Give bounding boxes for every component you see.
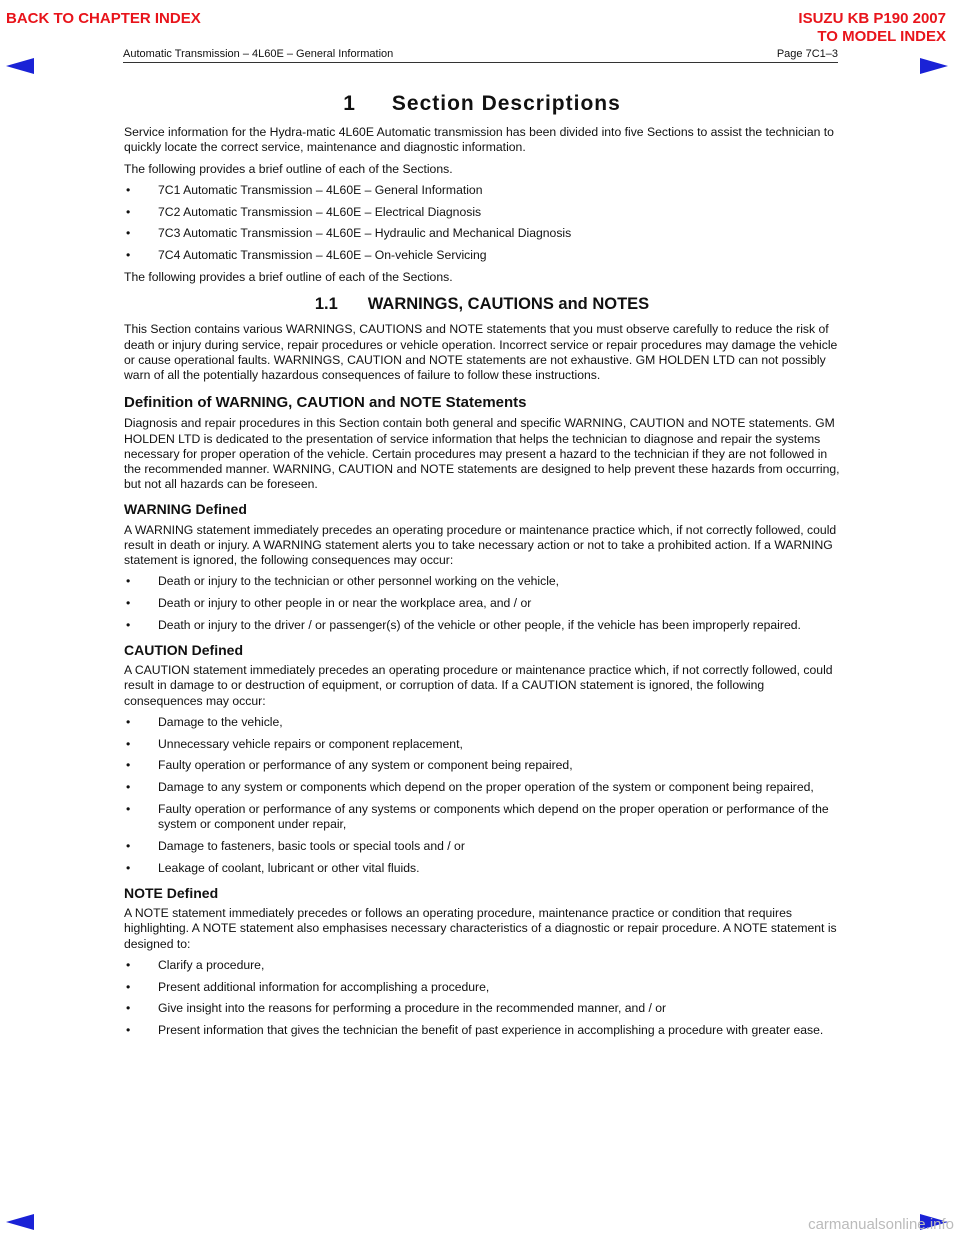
list-item: • 7C2 Automatic Transmission – 4L60E – Electrical Diagnosis [124, 205, 840, 220]
list-item: • Damage to fasteners, basic tools or special tools and / or [124, 839, 840, 854]
list-item: • Faulty operation or performance of any system or component being repaired, [124, 758, 840, 773]
warning-body: A WARNING statement immediately precedes an operating procedure or maintenance practice which, if not correctly followed, could result in death or injury. A WARNING statement alerts you to take necessary action or not to take a prohibited action. If a WARNING statement is ignored, the following consequences may occur: [124, 522, 837, 568]
list-item: • Give insight into the reasons for performing a procedure in the recommended manner, and / or [124, 1001, 840, 1016]
previous-page-arrow-icon[interactable] [6, 1214, 34, 1230]
list-item: • 7C3 Automatic Transmission – 4L60E – Hydraulic and Mechanical Diagnosis [124, 226, 840, 241]
section-number: 1 [343, 92, 356, 115]
list-item: • Damage to any system or components which depend on the proper operation of the system or component being repaired, [124, 780, 840, 795]
subsection-body: This Section contains various WARNINGS, CAUTIONS and NOTE statements that you must observe carefully to reduce the risk of death or injury during service, repair procedures or vehicle operation. Incorrect service or repair procedures may damage the vehicle or cause operational faults. WARNINGS, CAUTION and NOTE statements are not exhaustive. GM HOLDEN LTD can not possibly warn of all the potentially hazardous consequences of failure to follow these instructions. [124, 322, 838, 383]
note-list [124, 958, 840, 1039]
list-item: • Damage to the vehicle, [124, 715, 840, 730]
list-item: • Death or injury to the driver / or passenger(s) of the vehicle or other people, if the vehicle has been improperly repaired. [124, 618, 840, 633]
list-item: • 7C1 Automatic Transmission – 4L60E – General Information [124, 183, 840, 198]
list-item: • Unnecessary vehicle repairs or component replacement, [124, 737, 840, 752]
model-title-link[interactable]: ISUZU KB P190 2007 [798, 10, 946, 27]
section-title: Section Descriptions [391, 92, 621, 115]
list-item: • Faulty operation or performance of any systems or components which depend on the proper operation or performance of the system or component under repair, [124, 802, 840, 832]
note-heading: NOTE Defined [124, 885, 219, 902]
list-item: • Leakage of coolant, lubricant or other vital fluids. [124, 861, 840, 876]
document-body [124, 92, 840, 1045]
running-header [123, 48, 838, 63]
list-item: • Present additional information for accomplishing a procedure, [124, 980, 840, 995]
watermark: carmanualsonline.info [808, 1216, 954, 1233]
definition-heading: Definition of WARNING, CAUTION and NOTE Statements [124, 394, 527, 412]
list-item: • Present information that gives the technician the benefit of past experience in accomplishing a procedure with greater ease. [124, 1023, 840, 1038]
warning-heading: WARNING Defined [124, 501, 247, 518]
definition-body: Diagnosis and repair procedures in this Section contain both general and specific WARNING, CAUTION and NOTE statements. GM HOLDEN LTD is dedicated to the presentation of service information that helps the technician to diagnose and repair the systems necessary for proper operation of the vehicle. Certain procedures may present a hazard to the technician if they are not followed in the recommended manner. WARNING, CAUTION and NOTE statements are designed to help prevent these hazards from occurring, but not all hazards can be foreseen. [124, 416, 840, 492]
caution-list [124, 715, 840, 876]
section-intro: Service information for the Hydra-matic 4L60E Automatic transmission has been divided into five Sections to assist the technician to quickly locate the correct service, maintenance and diagnostic information. [124, 125, 834, 155]
list-item: • Clarify a procedure, [124, 958, 840, 973]
subsection-title: WARNINGS, CAUTIONS and NOTES [367, 295, 650, 314]
next-page-arrow-icon[interactable] [920, 58, 948, 74]
caution-body: A CAUTION statement immediately precedes an operating procedure or maintenance practice which, if not correctly followed, could result in damage to or destruction of equipment, or corruption of data. If a CAUTION statement is ignored, the following consequences may occur: [124, 663, 833, 708]
back-to-chapter-index-link[interactable]: BACK TO CHAPTER INDEX [6, 10, 201, 27]
section-heading [124, 92, 840, 115]
list-item: • 7C4 Automatic Transmission – 4L60E – On-vehicle Servicing [124, 248, 840, 263]
subsection-number: 1.1 [314, 295, 338, 314]
subsection-heading [124, 297, 840, 312]
note-body: A NOTE statement immediately precedes or follows an operating procedure, maintenance practice or condition that requires highlighting. A NOTE statement also emphasises necessary characteristics of a diagnostic or repair procedure. A NOTE statement is designed to: [124, 906, 837, 951]
list-item: • Death or injury to other people in or near the workplace area, and / or [124, 596, 840, 611]
sections-list [124, 183, 840, 264]
outline-text: The following provides a brief outline of each of the Sections. [124, 161, 453, 176]
caution-heading: CAUTION Defined [124, 642, 243, 659]
header-title: Automatic Transmission – 4L60E – General Information [123, 48, 394, 60]
page-number: Page 7C1–3 [776, 48, 838, 60]
warning-list [124, 574, 840, 633]
outline-text-2: The following provides a brief outline of each of the Sections. [124, 270, 453, 284]
to-model-index-link[interactable]: TO MODEL INDEX [817, 28, 946, 45]
previous-page-arrow-icon[interactable] [6, 58, 34, 74]
list-item: • Death or injury to the technician or other personnel working on the vehicle, [124, 574, 840, 589]
